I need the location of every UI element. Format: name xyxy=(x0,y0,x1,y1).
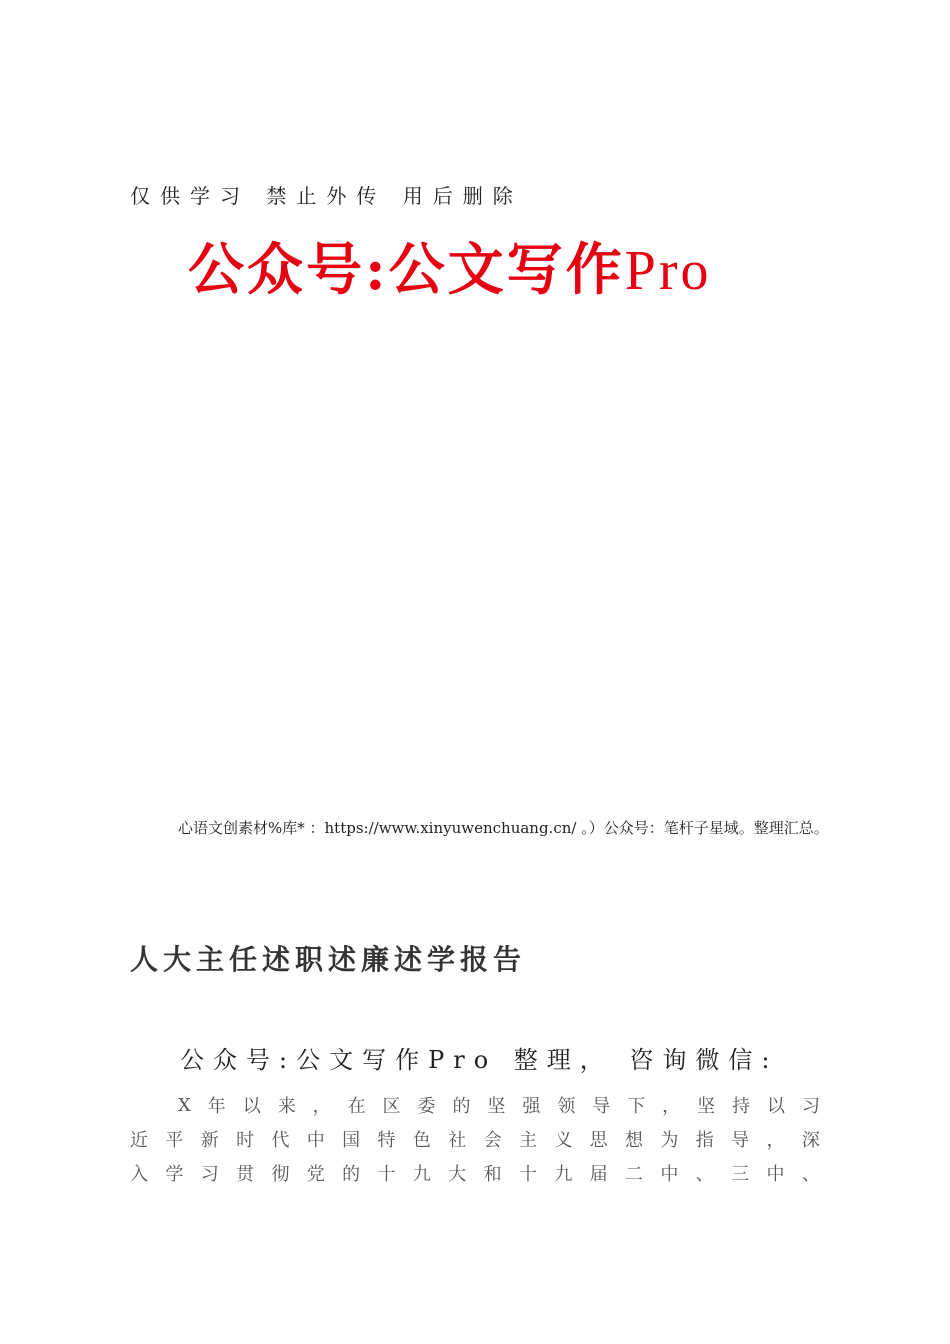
brand-heading xyxy=(188,226,711,306)
brand-name: 公众号:公文写作 xyxy=(188,237,625,303)
body-char: 习 xyxy=(200,1164,219,1185)
body-char: 想 xyxy=(625,1130,644,1151)
document-title: 人大主任述职述廉述学报告 xyxy=(130,943,527,976)
body-char: 思 xyxy=(589,1130,608,1151)
body-paragraph xyxy=(130,1088,820,1190)
brand-suffix: Pro xyxy=(624,240,712,302)
body-char: 坚 xyxy=(487,1096,506,1117)
body-char: 为 xyxy=(660,1130,679,1151)
body-char: 九 xyxy=(554,1164,573,1185)
body-char: 届 xyxy=(589,1164,608,1185)
body-char: 在 xyxy=(347,1096,366,1117)
body-line xyxy=(130,1122,820,1156)
body-char: 导 xyxy=(731,1130,750,1151)
body-char: 国 xyxy=(342,1130,361,1151)
body-char: 会 xyxy=(483,1130,502,1151)
body-char: 习 xyxy=(801,1096,820,1117)
body-char: 社 xyxy=(448,1130,467,1151)
body-char: 深 xyxy=(801,1130,820,1151)
body-char: 、 xyxy=(801,1164,820,1185)
body-char: 时 xyxy=(236,1130,255,1151)
body-char: 学 xyxy=(165,1164,184,1185)
body-line xyxy=(130,1156,820,1190)
source-note: 心语文创素材%库* ：https://www.xinyuwenchuang.cn/ 。）公众号：笔杆子星域。整理汇总。 xyxy=(178,819,829,837)
body-char: 委 xyxy=(417,1096,436,1117)
body-char: 领 xyxy=(557,1096,576,1117)
body-char: 代 xyxy=(271,1130,290,1151)
body-char: 中 xyxy=(660,1164,679,1185)
body-char: 色 xyxy=(412,1130,431,1151)
usage-notice: 仅供学习 禁止外传 用后删除 xyxy=(130,184,523,208)
body-char: 入 xyxy=(130,1164,148,1185)
body-char: 区 xyxy=(382,1096,401,1117)
body-char: 中 xyxy=(766,1164,785,1185)
body-char: ， xyxy=(766,1130,785,1151)
body-char: 贯 xyxy=(236,1164,255,1185)
body-char: 下 xyxy=(627,1096,646,1117)
body-char: 指 xyxy=(695,1130,714,1151)
body-char: 和 xyxy=(483,1164,502,1185)
body-char: 三 xyxy=(731,1164,750,1185)
body-char: 大 xyxy=(448,1164,467,1185)
body-char: 近 xyxy=(130,1130,148,1151)
body-char: 以 xyxy=(242,1096,261,1117)
body-char: 九 xyxy=(412,1164,431,1185)
body-char: 新 xyxy=(200,1130,219,1151)
body-char: 持 xyxy=(732,1096,751,1117)
body-char: 的 xyxy=(342,1164,361,1185)
body-char: 中 xyxy=(306,1130,325,1151)
body-char: 平 xyxy=(165,1130,184,1151)
body-char: 导 xyxy=(592,1096,611,1117)
body-char: 十 xyxy=(377,1164,396,1185)
body-char: 党 xyxy=(306,1164,325,1185)
body-char: 二 xyxy=(625,1164,644,1185)
body-char: 的 xyxy=(452,1096,471,1117)
body-char: ， xyxy=(662,1096,681,1117)
body-char: 以 xyxy=(767,1096,786,1117)
body-char: 年 xyxy=(207,1096,226,1117)
body-char: 、 xyxy=(695,1164,714,1185)
body-char: 义 xyxy=(554,1130,573,1151)
body-char: 主 xyxy=(518,1130,537,1151)
contact-line: 公众号:公文写作Pro 整理， 咨询微信: xyxy=(180,1046,779,1074)
body-char: 彻 xyxy=(271,1164,290,1185)
body-line xyxy=(130,1088,820,1122)
body-char: ， xyxy=(312,1096,331,1117)
body-char: 来 xyxy=(277,1096,296,1117)
body-char: 特 xyxy=(377,1130,396,1151)
body-char: X xyxy=(178,1094,191,1116)
body-char: 强 xyxy=(522,1096,541,1117)
body-char: 坚 xyxy=(697,1096,716,1117)
body-char: 十 xyxy=(518,1164,537,1185)
